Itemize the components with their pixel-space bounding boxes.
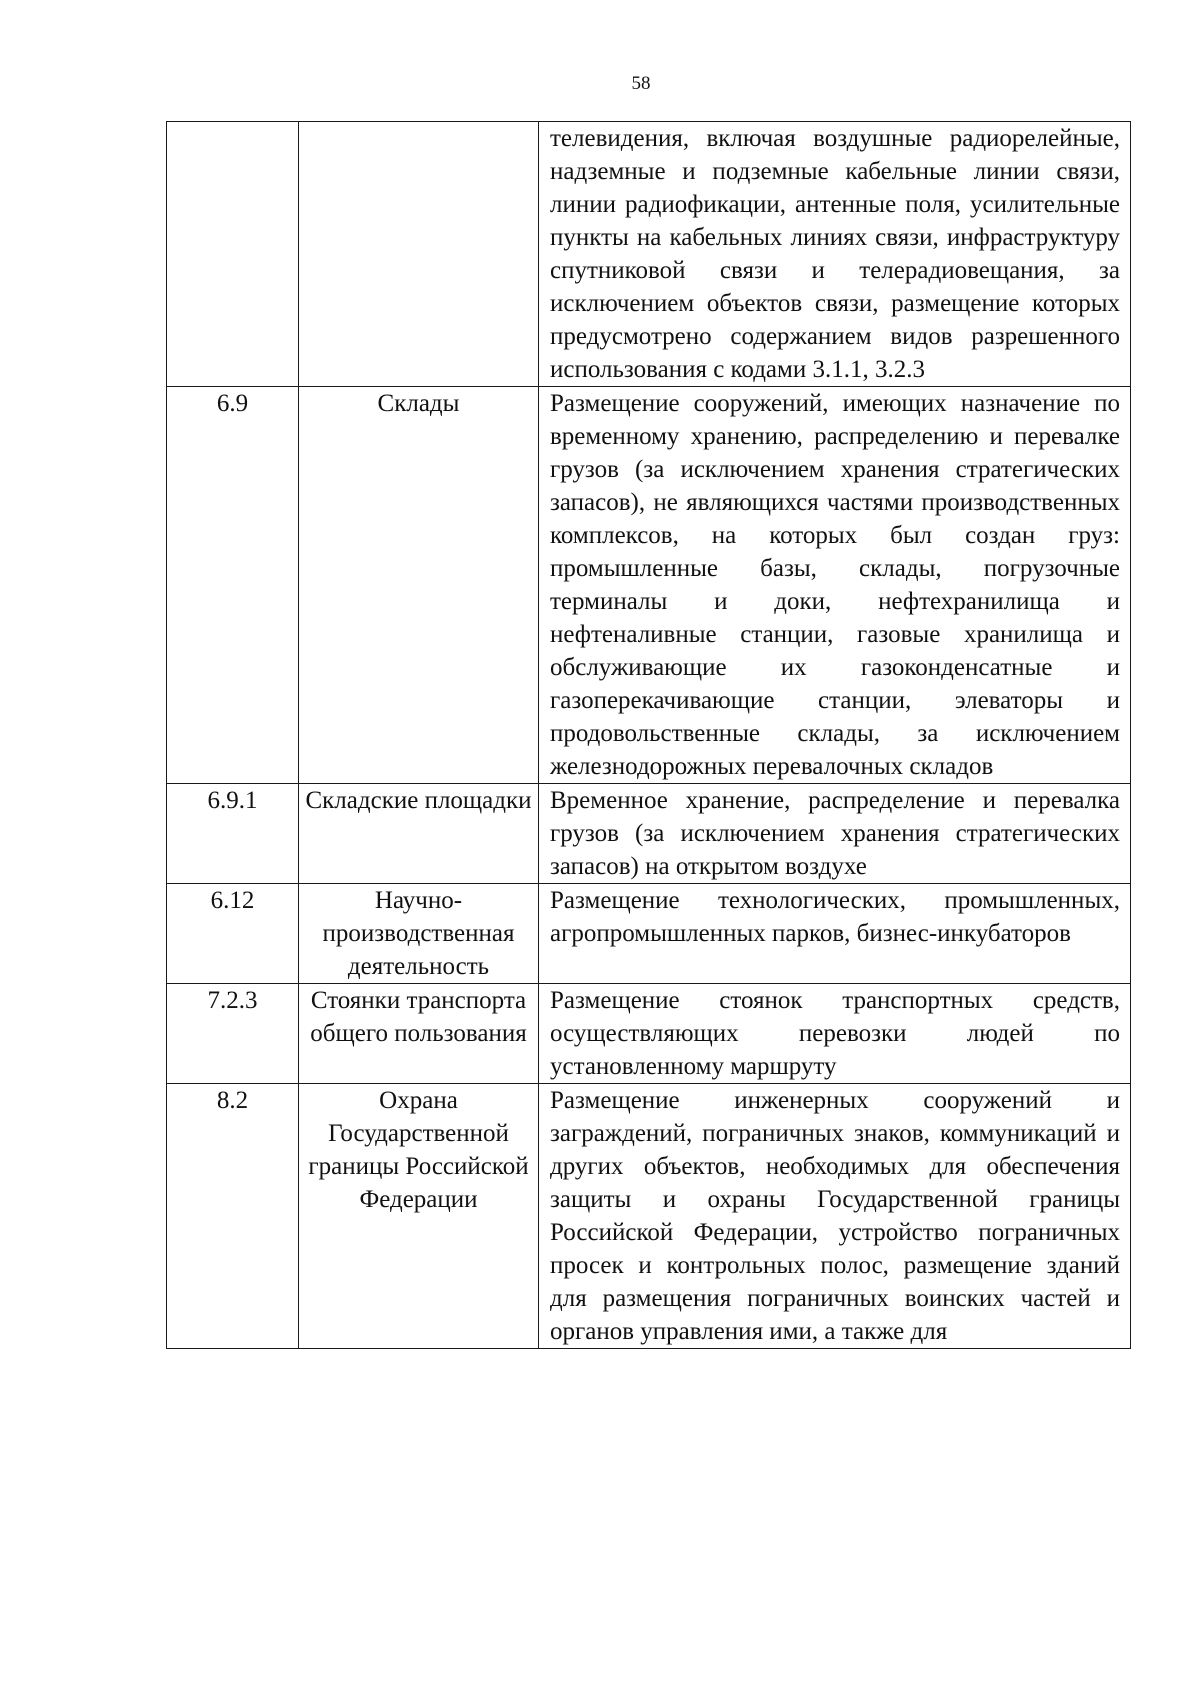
description-cell: Временное хранение, распределение и перевалка грузов (за исключением хранения стратегических запасов) на открытом воздухе — [539, 784, 1131, 884]
code-cell: 7.2.3 — [167, 984, 299, 1084]
description-cell: Размещение сооружений, имеющих назначение по временному хранению, распределению и перевалке грузов (за исключением хранения стратегических запасов), не являющихся частями производственных комплексов, на которых был создан груз: промышленные базы, склады, погрузочные терминалы и доки, нефтехранилища и нефтеналивные станции, газовые хранилища и обслуживающие их газоконденсатные и газоперекачивающие станции, элеваторы и продовольственные склады, за исключением железнодорожных перевалочных складов — [539, 387, 1131, 784]
page-number: 58 — [631, 73, 651, 94]
description-cell: телевидения, включая воздушные радиорелейные, надземные и подземные кабельные линии связи, линии радиофикации, антенные поля, усилительные пункты на кабельных линиях связи, инфраструктуру спутниковой связи и телерадиовещания, за исключением объектов связи, размещение которых предусмотрено содержанием видов разрешенного использования с кодами 3.1.1, 3.2.3 — [539, 122, 1131, 387]
name-cell: Охрана Государственной границы Российской Федерации — [299, 1084, 539, 1349]
name-cell — [299, 122, 539, 387]
table-row — [167, 884, 1131, 984]
land-use-table — [166, 121, 1131, 1349]
description-cell: Размещение инженерных сооружений и заграждений, пограничных знаков, коммуникаций и других объектов, необходимых для обеспечения защиты и охраны Государственной границы Российской Федерации, устройство пограничных просек и контрольных полос, размещение зданий для размещения пограничных воинских частей и органов управления ими, а также для — [539, 1084, 1131, 1349]
description-cell: Размещение технологических, промышленных, агропромышленных парков, бизнес-инкубаторов — [539, 884, 1131, 984]
name-cell: Складские площадки — [299, 784, 539, 884]
table-row — [167, 387, 1131, 784]
code-cell: 6.9.1 — [167, 784, 299, 884]
code-cell: 8.2 — [167, 1084, 299, 1349]
table-row — [167, 1084, 1131, 1349]
name-cell: Научно-производственная деятельность — [299, 884, 539, 984]
code-cell — [167, 122, 299, 387]
table-row — [167, 984, 1131, 1084]
code-cell: 6.9 — [167, 387, 299, 784]
description-cell: Размещение стоянок транспортных средств, осуществляющих перевозки людей по установленному маршруту — [539, 984, 1131, 1084]
table-row — [167, 122, 1131, 387]
name-cell: Склады — [299, 387, 539, 784]
code-cell: 6.12 — [167, 884, 299, 984]
name-cell: Стоянки транспорта общего пользования — [299, 984, 539, 1084]
table-row — [167, 784, 1131, 884]
